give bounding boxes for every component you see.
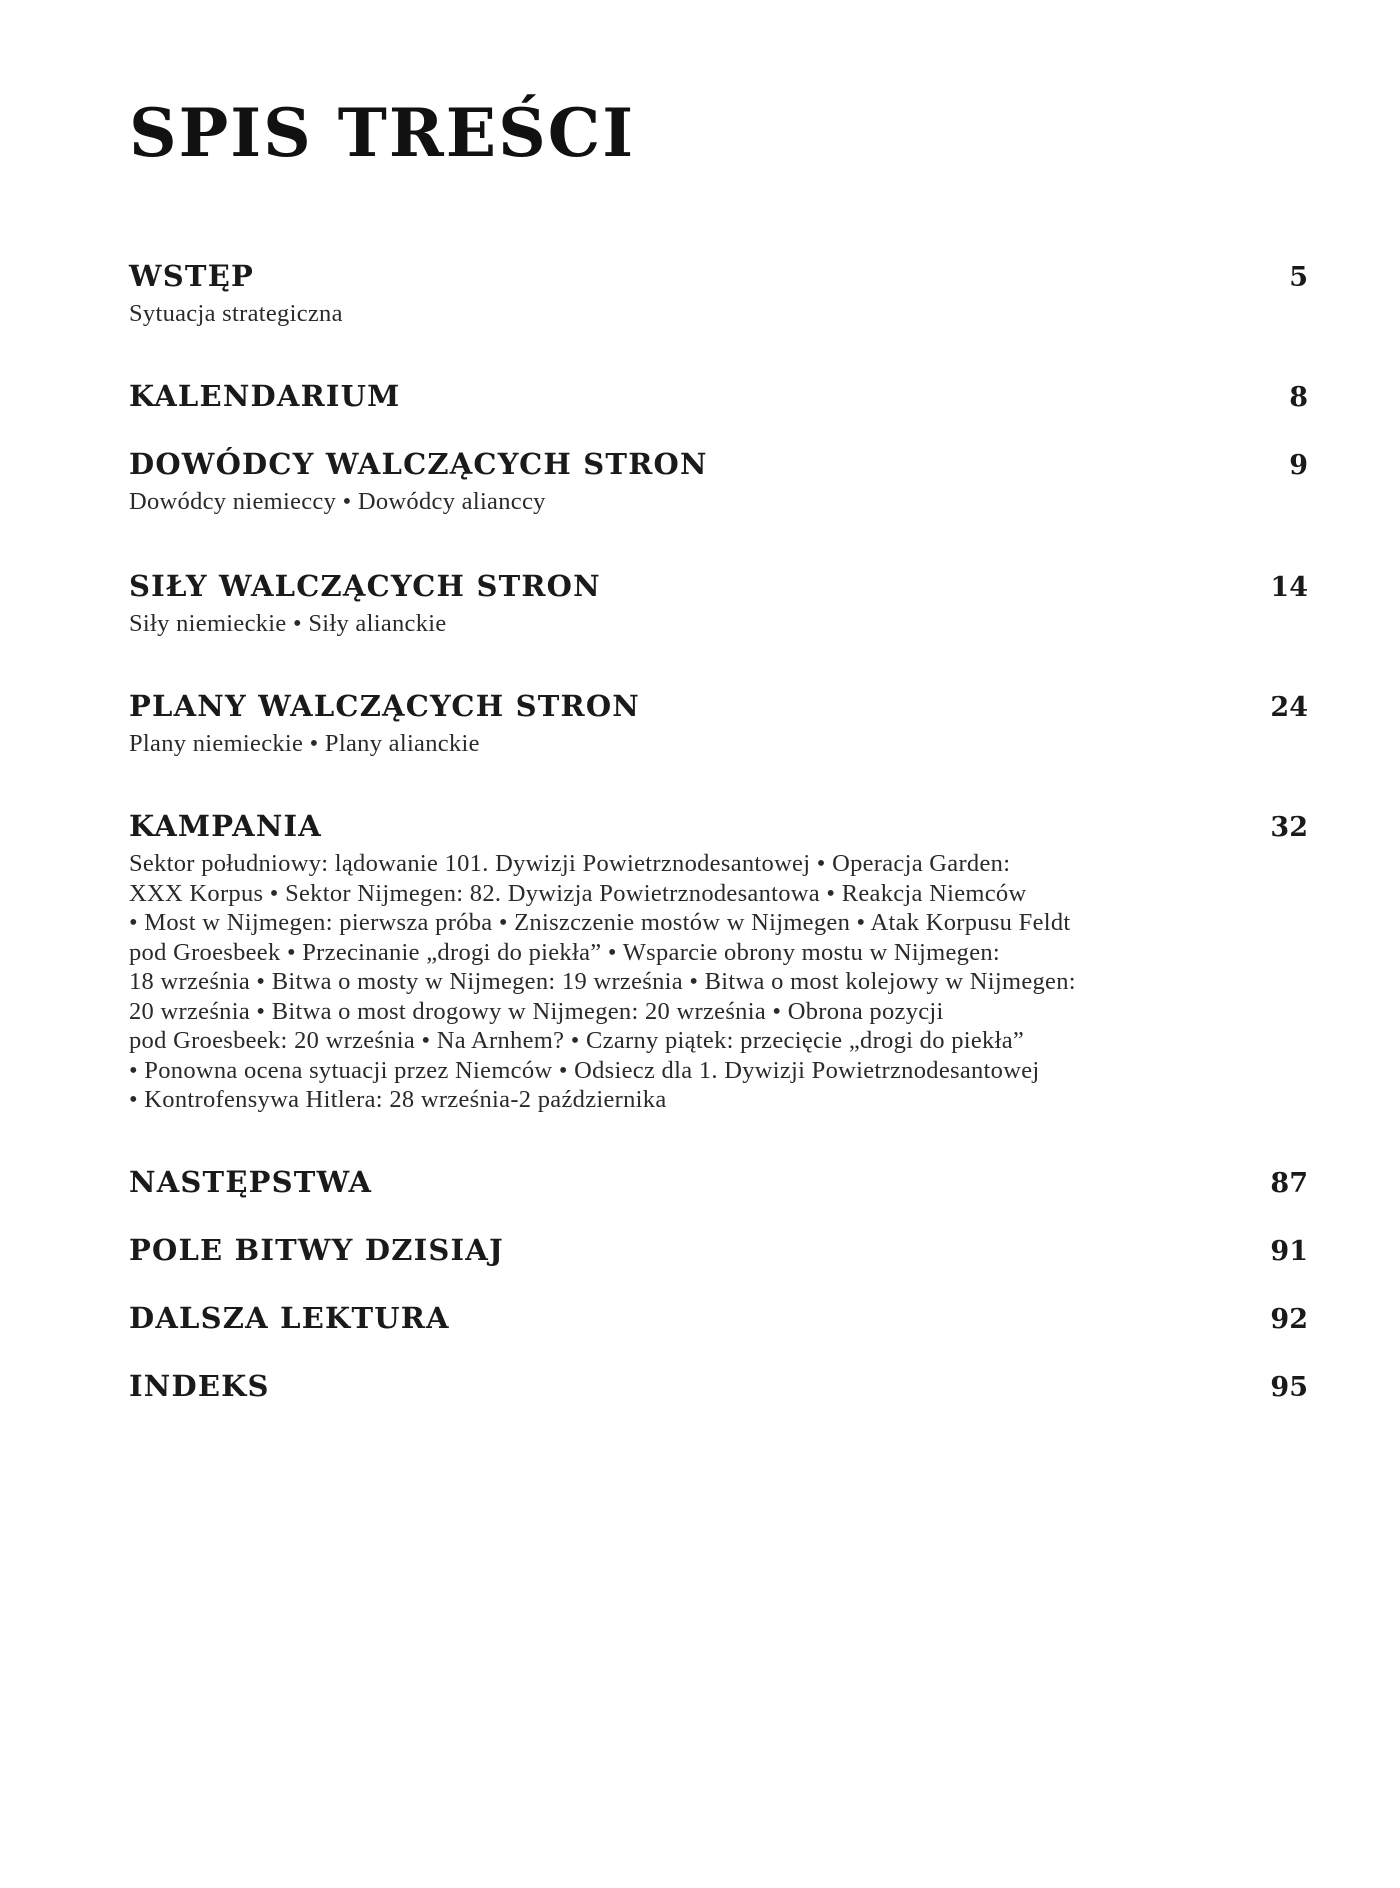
toc-entry-title: SIŁY WALCZĄCYCH STRON: [129, 569, 601, 603]
toc-entry-page: 8: [1289, 382, 1308, 413]
toc-entry-title: KALENDARIUM: [129, 379, 401, 413]
toc-entry-page: 95: [1270, 1372, 1308, 1403]
toc-entry-page: 32: [1270, 812, 1308, 843]
toc-entry-title: PLANY WALCZĄCYCH STRON: [129, 689, 641, 723]
toc-entry-subtitle: Siły niemieckie • Siły alianckie: [129, 610, 447, 637]
toc-entry-title: POLE BITWY DZISIAJ: [129, 1233, 504, 1267]
toc-entry-kalendarium: [129, 376, 1308, 416]
toc-entry-subtitle: Sytuacja strategiczna: [129, 300, 343, 327]
toc-entry-page: 14: [1270, 572, 1308, 603]
toc-entry-plany: [129, 686, 1308, 759]
toc-entry-page: 91: [1270, 1236, 1308, 1267]
toc-entry-dowodcy: [129, 444, 1308, 517]
toc-entry-pole-bitwy: [129, 1230, 1308, 1270]
toc-entry-page: 92: [1270, 1304, 1308, 1335]
toc-entry-page: 9: [1289, 450, 1308, 481]
toc-entry-title: DOWÓDCY WALCZĄCYCH STRON: [129, 447, 708, 481]
toc-entry-wstep: [129, 256, 1308, 329]
toc-entry-nastepstwa: [129, 1162, 1308, 1202]
toc-entry-sily: [129, 566, 1308, 639]
toc-entry-page: 24: [1270, 692, 1308, 723]
toc-entry-title: WSTĘP: [129, 259, 255, 293]
toc-entry-page: 5: [1289, 262, 1308, 293]
toc-entry-title: DALSZA LEKTURA: [129, 1301, 450, 1335]
page-title: SPIS TREŚCI: [129, 94, 636, 172]
toc-entry-page: 87: [1270, 1168, 1308, 1199]
toc-entry-subtitle: Dowódcy niemieccy • Dowódcy alianccy: [129, 488, 546, 515]
toc-entry-subtitle: Plany niemieckie • Plany alianckie: [129, 730, 480, 757]
toc-entry-title: INDEKS: [129, 1369, 270, 1403]
toc-entry-subtitle: Sektor południowy: lądowanie 101. Dywizji Powietrznodesantowej • Operacja Garden: XXX Korpus • Sektor Nijmegen: 82. Dywizja Powietrznodesantowa • Reakcja Niemców • Most w Nijmegen: pierwsza próba • Zniszczenie mostów w Nijmegen • Atak Korpusu Feldt pod Groesbeek • Przecinanie „drogi do piekła” • Wsparcie obrony mostu w Nijmegen: 18 września • Bitwa o mosty w Nijmegen: 19 września • Bitwa o most kolejowy w Nijmegen: 20 września • Bitwa o most drogowy w Nijmegen: 20 września • Obrona pozycji pod Groesbeek: 20 września • Na Arnhem? • Czarny piątek: przecięcie „drogi do piekła” • Ponowna ocena sytuacji przez Niemców • Odsiecz dla 1. Dywizji Powietrznodesantowej • Kontrofensywa Hitlera: 28 września-2 października: [129, 850, 1076, 1113]
toc-entry-dalsza-lektura: [129, 1298, 1308, 1338]
toc-entry-title: NASTĘPSTWA: [129, 1165, 373, 1199]
toc-entry-indeks: [129, 1366, 1308, 1406]
toc-entry-kampania: [129, 806, 1308, 1115]
toc-entry-title: KAMPANIA: [129, 809, 323, 843]
